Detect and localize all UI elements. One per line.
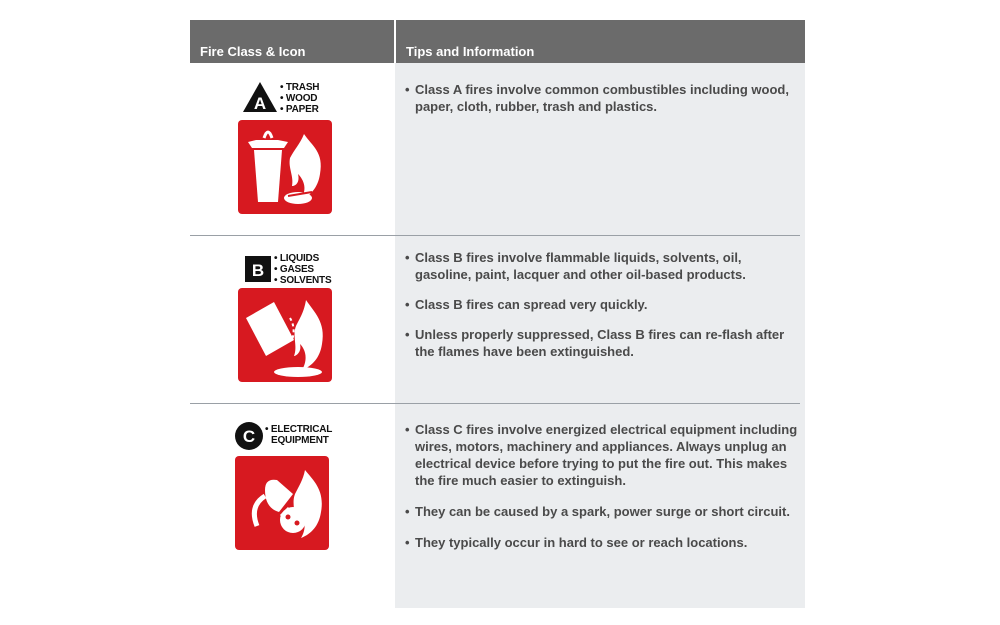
- tip-item: • Class C fires involve energized electrical equipment including wires, motors, machinery and appliances. Always unplug an electrical device before trying to put the fire out. This makes the fire much easier to extinguish.: [405, 421, 800, 489]
- class-a-tags: [280, 82, 319, 115]
- tip-item: • Unless properly suppressed, Class B fires can re-flash after the flames have been extinguished.: [405, 326, 800, 360]
- icon-cell: [190, 236, 395, 404]
- class-letter: C: [242, 427, 256, 446]
- table-row-class-c: [190, 404, 805, 608]
- header-tips: Tips and Information: [406, 44, 535, 59]
- class-letter: B: [251, 261, 265, 280]
- table-row-class-b: [190, 236, 805, 404]
- tips-cell: [395, 404, 805, 608]
- tip-item: • Class B fires can spread very quickly.: [405, 296, 800, 313]
- tip-item: • Class A fires involve common combustibles including wood, paper, cloth, rubber, trash and plastics.: [405, 81, 800, 115]
- icon-cell: [190, 404, 395, 608]
- table-row-class-a: [190, 63, 805, 236]
- tag: • PAPER: [280, 104, 319, 115]
- trash-can-fire-icon: [238, 120, 332, 214]
- tag: • ELECTRICAL: [265, 424, 333, 435]
- class-c-circle-badge: [235, 422, 263, 450]
- tips-list: [405, 421, 800, 551]
- icon-cell: [190, 63, 395, 236]
- table-header: [190, 20, 805, 63]
- tag: EQUIPMENT: [271, 435, 329, 446]
- tips-cell: [395, 236, 805, 404]
- tag: • TRASH: [280, 82, 320, 93]
- header-separator: [394, 20, 396, 63]
- tip-item: • They typically occur in hard to see or reach locations.: [405, 534, 800, 551]
- liquid-spill-fire-icon: [238, 288, 332, 382]
- fire-class-table: [190, 20, 805, 608]
- tag: • GASES: [274, 264, 314, 275]
- tip-item: • Class B fires involve flammable liquids, solvents, oil, gasoline, paint, lacquer and other oil-based products.: [405, 249, 800, 283]
- tips-list: [405, 249, 800, 360]
- tips-list: [405, 81, 800, 115]
- tips-cell: [395, 63, 805, 236]
- class-letter: A: [253, 94, 267, 113]
- class-b-square-badge: [245, 256, 271, 282]
- header-fire-class: Fire Class & Icon: [200, 44, 306, 59]
- tag: • SOLVENTS: [274, 275, 332, 286]
- class-b-tags: [274, 253, 331, 286]
- electrical-plug-fire-icon: [235, 456, 329, 550]
- tip-item: • They can be caused by a spark, power surge or short circuit.: [405, 503, 800, 520]
- tag: • LIQUIDS: [274, 253, 320, 264]
- tag: • WOOD: [280, 93, 318, 104]
- class-c-tags: [265, 424, 332, 446]
- class-a-triangle-badge: [242, 81, 278, 113]
